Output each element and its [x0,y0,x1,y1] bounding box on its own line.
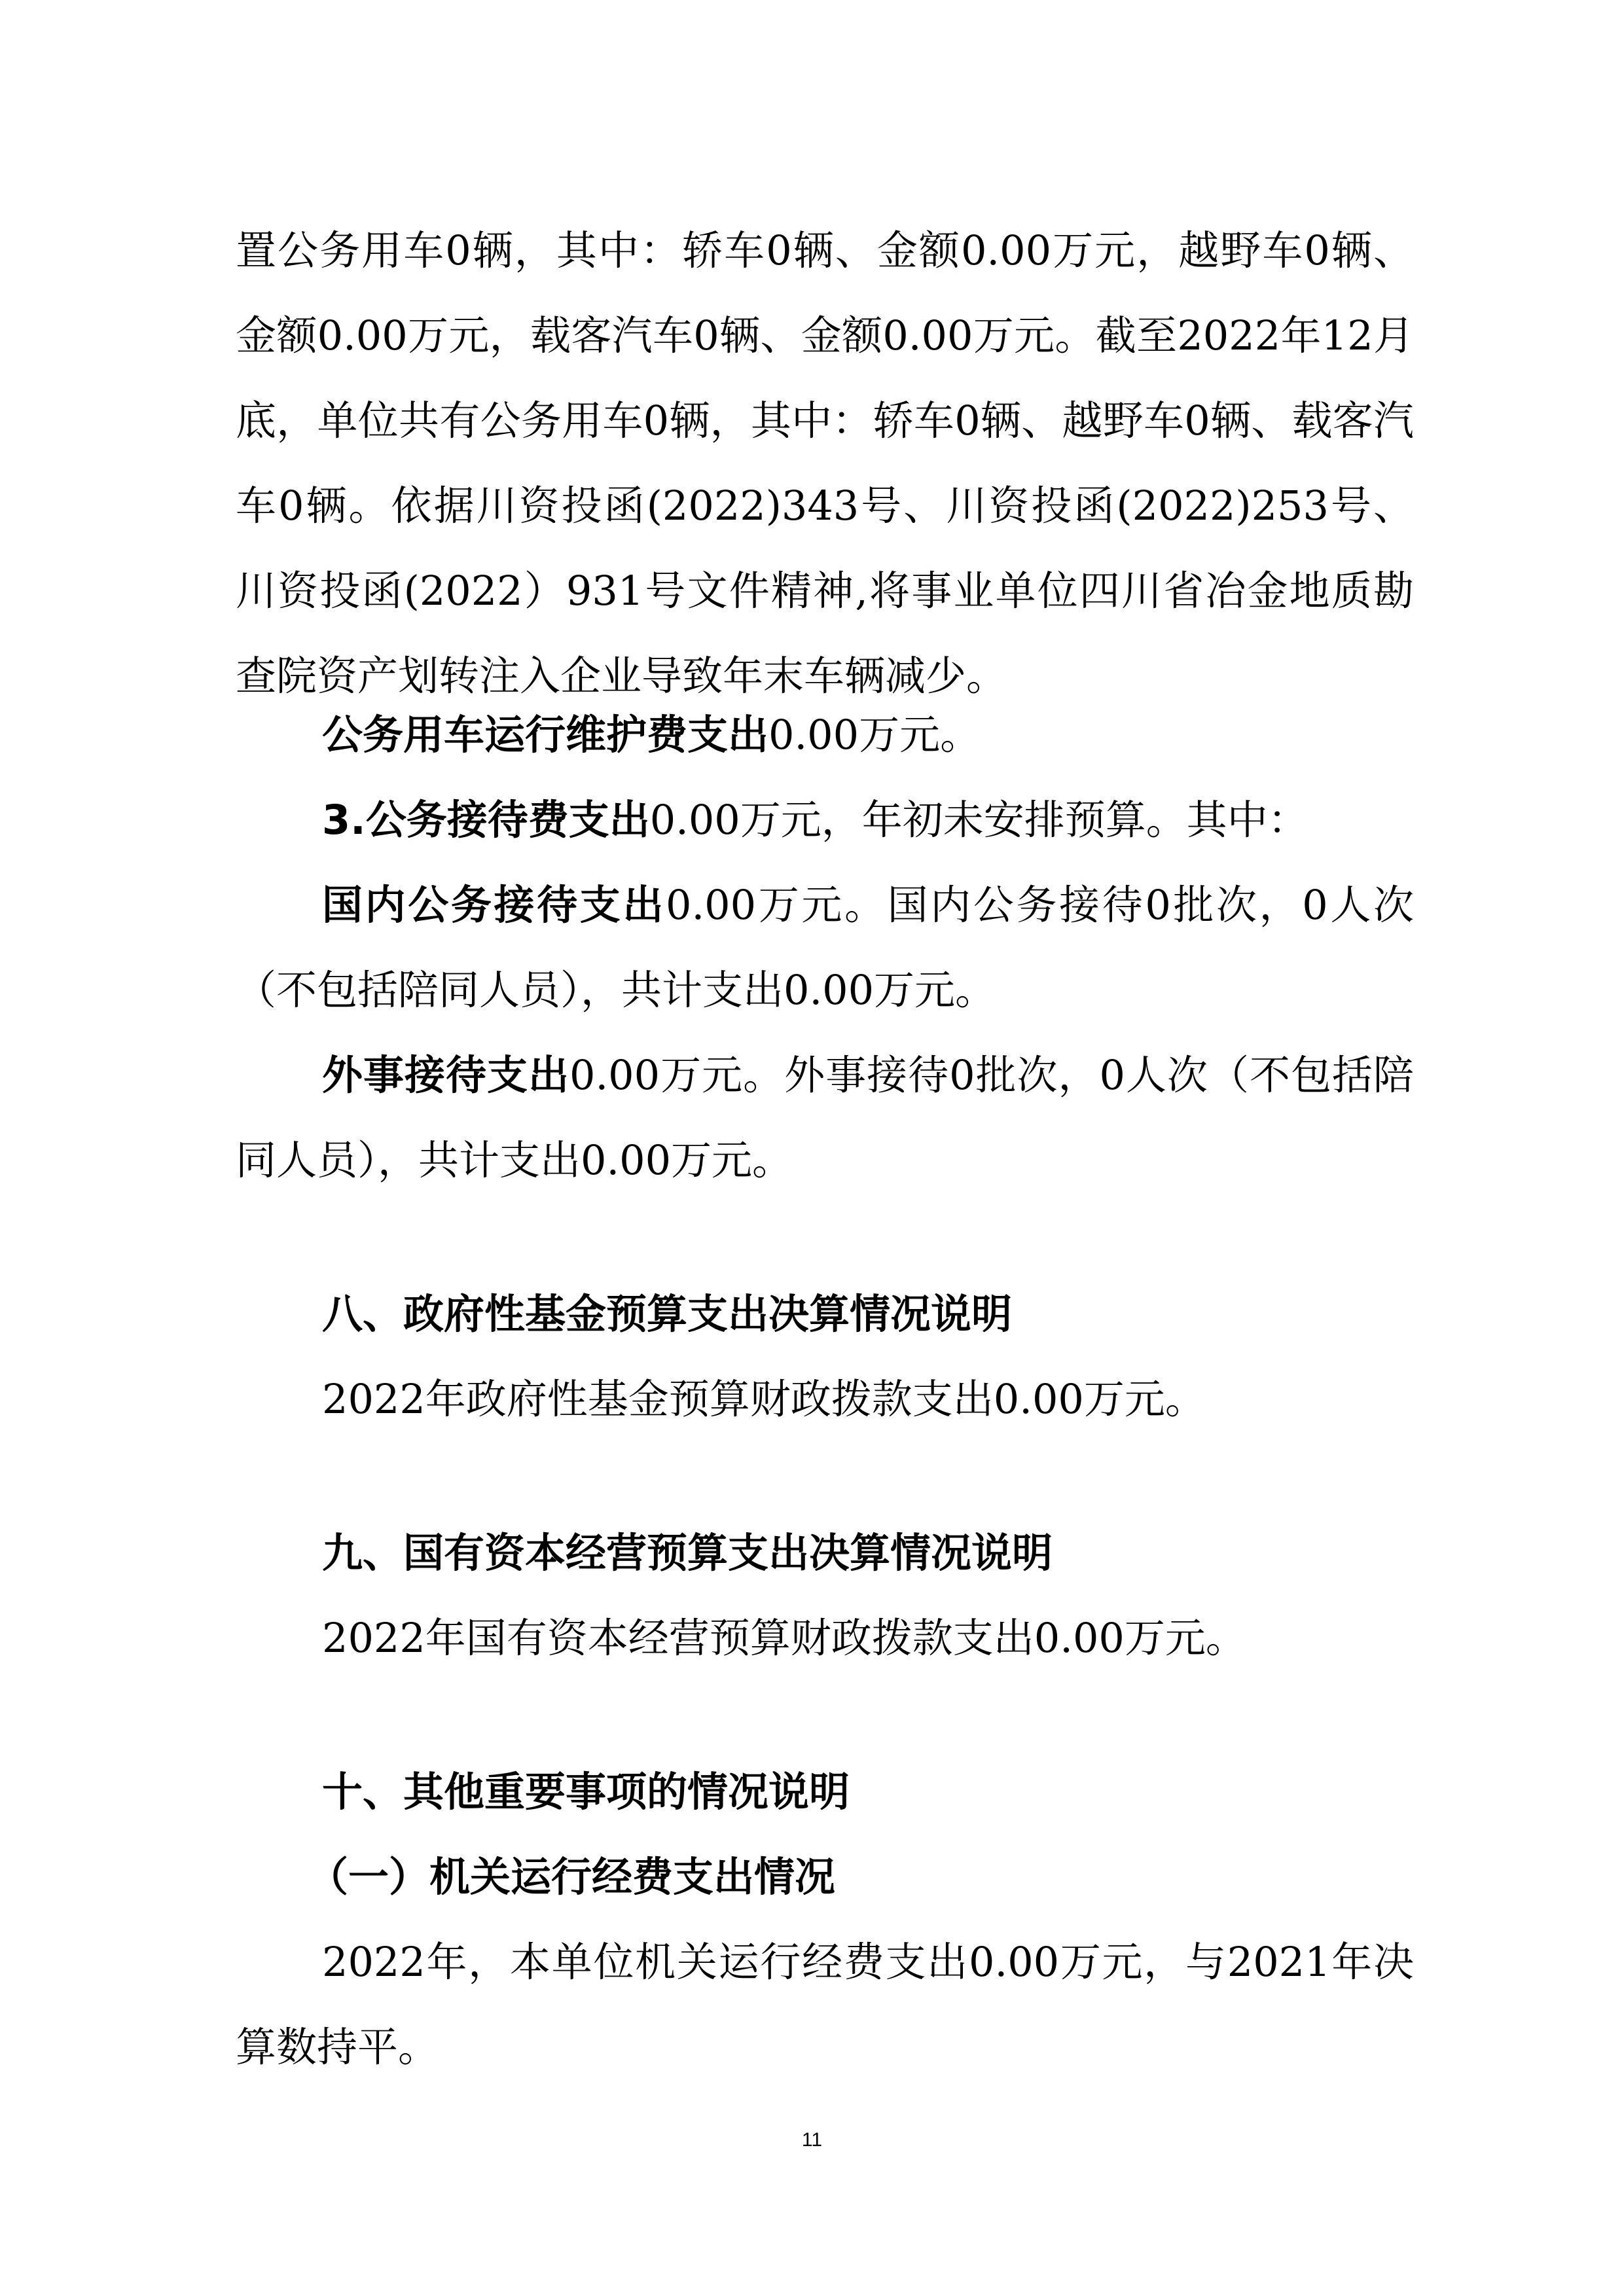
section-10-text: 2022年，本单位机关运行经费支出0.00万元，与2021年决算数持平。 [236,1938,1414,2071]
reception-text: 0.00万元，年初未安排预算。其中： [649,796,1308,844]
domestic-reception-text: 0.00万元。国内公务接待0批次，0人次（不包括陪同人员），共计支出0.00万元。 [236,881,1414,1014]
section-10-subheading: （一）机关运行经费支出情况 [308,1853,836,1901]
reception-label: 3.公务接待费支出 [322,796,650,844]
section-9-text: 2022年国有资本经营预算财政拨款支出0.00万元。 [322,1614,1246,1662]
section-10-heading: 十、其他重要事项的情况说明 [322,1768,850,1816]
section-8-heading: 八、政府性基金预算支出决算情况说明 [322,1290,1013,1338]
foreign-reception-paragraph [236,1033,1414,1203]
domestic-reception-paragraph [236,863,1414,1033]
page-number: 11 [801,2129,823,2151]
vehicle-paragraph: 置公务用车0辆，其中：轿车0辆、金额0.00万元，越野车0辆、金额0.00万元，载客汽车0辆、金额0.00万元。截至2022年12月底，单位共有公务用车0辆，其中：轿车0辆、越野车0辆、载客汽车0辆。依据川资投函(2022)343号、川资投函(2022)253号、川资投函(2022）931号文件精神,将事业单位四川省冶金地质勘查院资产划转注入企业导致年末车辆减少。 [236,226,1414,700]
maintenance-label: 公务用车运行维护费支出 [322,711,769,759]
domestic-reception-label: 国内公务接待支出 [322,881,666,929]
section-9-heading: 九、国有资本经营预算支出决算情况说明 [322,1529,1053,1577]
reception-paragraph [236,778,1414,863]
section-8-text: 2022年政府性基金预算财政拨款支出0.00万元。 [322,1375,1206,1423]
maintenance-paragraph [236,692,1414,778]
foreign-reception-label: 外事接待支出 [322,1051,570,1099]
foreign-reception-text: 0.00万元。外事接待0批次，0人次（不包括陪同人员），共计支出0.00万元。 [236,1051,1414,1184]
maintenance-text: 0.00万元。 [768,711,981,759]
